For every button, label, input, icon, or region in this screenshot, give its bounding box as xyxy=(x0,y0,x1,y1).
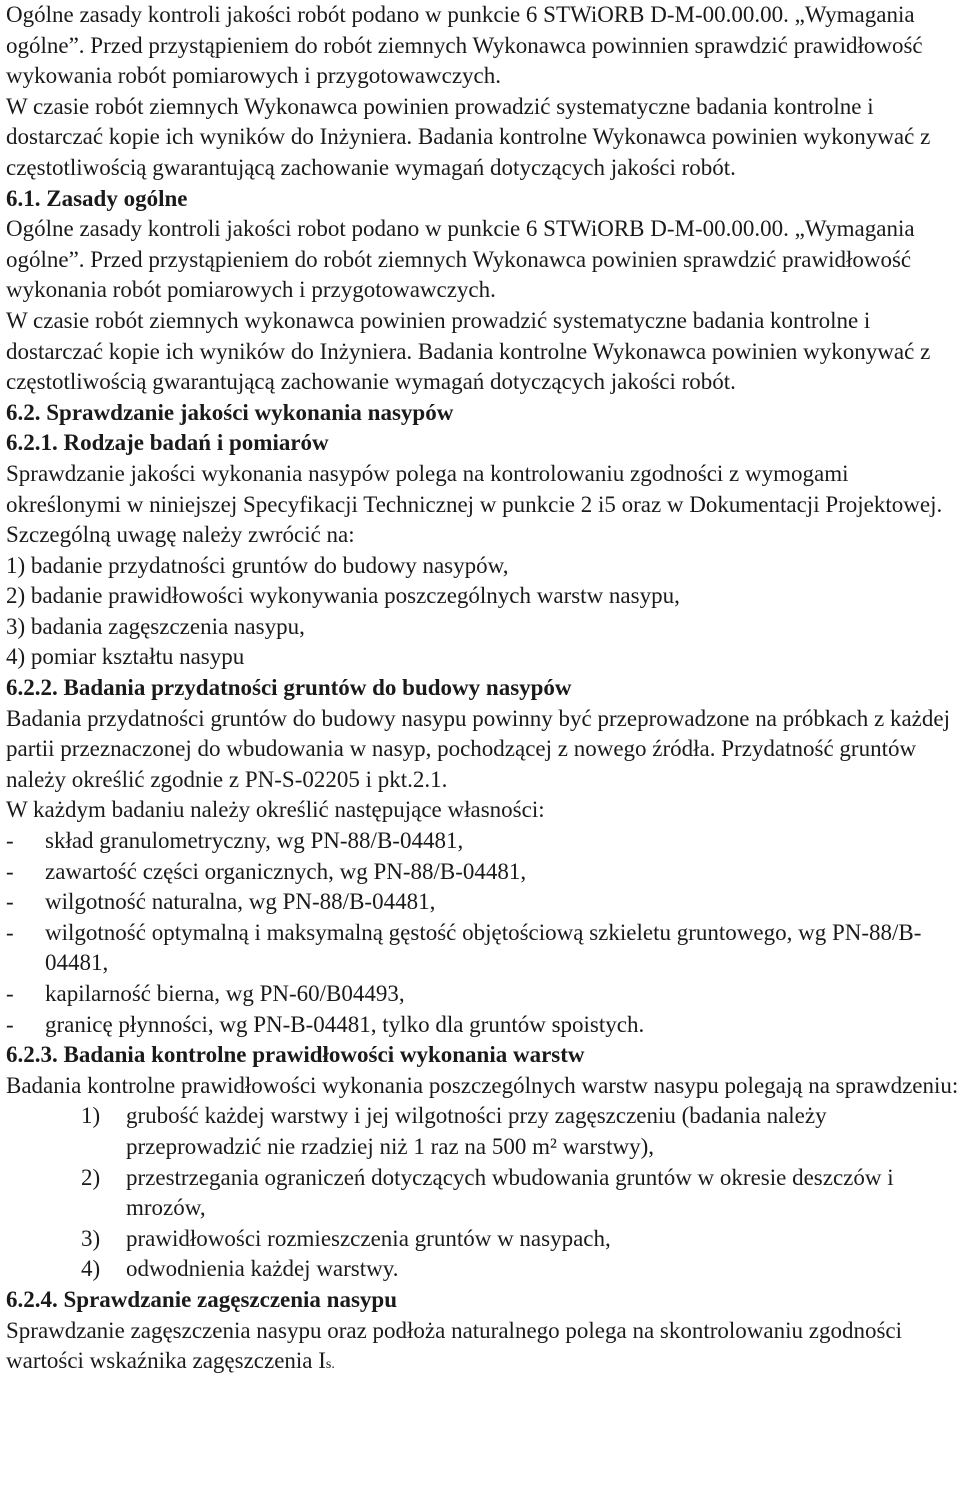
section-6-2-1-heading: 6.2.1. Rodzaje badań i pomiarów xyxy=(6,430,329,456)
index-subscript: s. xyxy=(325,1357,335,1373)
intro-paragraph-1: Ogólne zasady kontroli jakości robót podano w punkcie 6 STWiORB D-M-00.00.00. „Wymagania ogólne”. Przed przystąpieniem do robót ziemnych Wykonawca powinnien sprawdzić prawidłowość wykowania robót pomiarowych i przygotowawczych. xyxy=(6,2,923,89)
list-item: 1) badanie przydatności gruntów do budowy nasypów, xyxy=(6,552,509,578)
section-6-2-2-paragraph: Badania przydatności gruntów do budowy nasypu powinny być przeprowadzone na próbkach z każdej partii przeznaczonej do wbudowania w nasyp, pochodzącej z nowego źródła. Przydatność gruntów należy określić zgodnie z PN-S-02205 i pkt.2.1. xyxy=(6,705,950,792)
list-item xyxy=(6,1224,960,1255)
list-item xyxy=(6,857,960,888)
list-item-text: przestrzegania ograniczeń dotyczących wbudowania gruntów w okresie deszczów i mrozów, xyxy=(126,1164,894,1221)
list-item: 2) badanie prawidłowości wykonywania poszczególnych warstw nasypu, xyxy=(6,583,680,609)
list-item-text: wilgotność optymalną i maksymalną gęstość objętościową szkieletu gruntowego, wg PN-88/B-04481, xyxy=(45,919,922,976)
list-item-text: zawartość części organicznych, wg PN-88/B-04481, xyxy=(45,858,527,884)
list-bullet: - xyxy=(6,828,14,854)
list-item-text: kapilarność bierna, wg PN-60/B04493, xyxy=(45,981,405,1006)
list-number: 1) xyxy=(81,1103,101,1129)
section-6-2-4-heading: 6.2.4. Sprawdzanie zagęszczenia nasypu xyxy=(6,1286,397,1312)
section-6-2-4-paragraph xyxy=(6,1316,960,1381)
list-number: 3) xyxy=(81,1225,101,1251)
list-item xyxy=(6,1010,960,1041)
section-6-2-2-heading: 6.2.2. Badania przydatności gruntów do budowy nasypów xyxy=(6,675,572,701)
section-6-2-1-paragraph: Sprawdzanie jakości wykonania nasypów polega na kontrolowaniu zgodności z wymogami określonymi w niniejszej Specyfikacji Technicznej w punkcie 2 i5 oraz w Dokumentacji Projektowej. xyxy=(6,460,943,517)
section-6-2-3-paragraph: Badania kontrolne prawidłowości wykonania poszczególnych warstw nasypu polegają na sprawdzeniu: xyxy=(6,1072,959,1098)
list-bullet: - xyxy=(6,981,14,1006)
list-item xyxy=(6,979,960,1010)
list-item-text: prawidłowości rozmieszczenia gruntów w nasypach, xyxy=(126,1225,611,1251)
intro-paragraph-2: W czasie robót ziemnych Wykonawca powinien prowadzić systematyczne badania kontrolne i dostarczać kopie ich wyników do Inżyniera. Badania kontrolne Wykonawca powinien wykonywać z częstotliwością gwarantującą zachowanie wymagań dotyczących jakości robót. xyxy=(6,93,931,180)
list-item-text: odwodnienia każdej warstwy. xyxy=(126,1256,399,1282)
list-bullet: - xyxy=(6,919,14,945)
section-6-2-3-heading: 6.2.3. Badania kontrolne prawidłowości wykonania warstw xyxy=(6,1042,585,1068)
list-item: 4) pomiar kształtu nasypu xyxy=(6,644,245,670)
list-item-text: skład granulometryczny, wg PN-88/B-04481, xyxy=(45,828,464,854)
list-item-text: wilgotność naturalna, wg PN-88/B-04481, xyxy=(45,889,436,915)
list-item xyxy=(6,918,960,979)
section-6-1-paragraph-2: W czasie robót ziemnych wykonawca powinien prowadzić systematyczne badania kontrolne i dostarczać kopie ich wyników do Inżyniera. Badania kontrolne Wykonawca powinien wykonywać z częstotliwością gwarantującą zachowanie wymagań dotyczących jakości robót. xyxy=(6,307,931,395)
section-6-2-1-lead: Szczególną uwagę należy zwrócić na: xyxy=(6,522,355,548)
section-6-2-2-lead: W każdym badaniu należy określić następujące własności: xyxy=(6,797,545,823)
section-6-2-1-list xyxy=(6,551,960,673)
list-item: 3) badania zagęszczenia nasypu, xyxy=(6,613,305,639)
list-item xyxy=(6,887,960,918)
list-item xyxy=(6,1163,960,1224)
list-item-text: grubość każdej warstwy i jej wilgotności przy zagęszczeniu (badania należy przeprowadzić nie rzadziej niż 1 raz na 500 m² warstwy), xyxy=(126,1103,827,1159)
list-number: 4) xyxy=(81,1256,101,1282)
section-6-1-heading: 6.1. Zasady ogólne xyxy=(6,185,188,211)
section-6-1-paragraph-1: Ogólne zasady kontroli jakości robot podano w punkcie 6 STWiORB D-M-00.00.00. „Wymagania ogólne”. Przed przystąpieniem do robót ziemnych Wykonawca powinien sprawdzić prawidłowość wykonania robót pomiarowych i przygotowawczych. xyxy=(6,216,915,303)
list-number: 2) xyxy=(81,1164,101,1190)
section-6-2-heading: 6.2. Sprawdzanie jakości wykonania nasypów xyxy=(6,399,454,425)
list-bullet: - xyxy=(6,858,14,884)
section-6-2-3-list xyxy=(6,1101,960,1285)
section-6-2-4-text: Sprawdzanie zagęszczenia nasypu oraz podłoża naturalnego polega na skontrolowaniu zgodności wartości wskaźnika zagęszczenia I xyxy=(6,1317,903,1374)
list-item xyxy=(6,1101,960,1162)
list-bullet: - xyxy=(6,1011,14,1037)
section-6-2-2-list xyxy=(6,826,960,1040)
list-item xyxy=(6,1254,960,1285)
list-bullet: - xyxy=(6,889,14,915)
list-item xyxy=(6,826,960,857)
list-item-text: granicę płynności, wg PN-B-04481, tylko dla gruntów spoistych. xyxy=(45,1011,645,1037)
